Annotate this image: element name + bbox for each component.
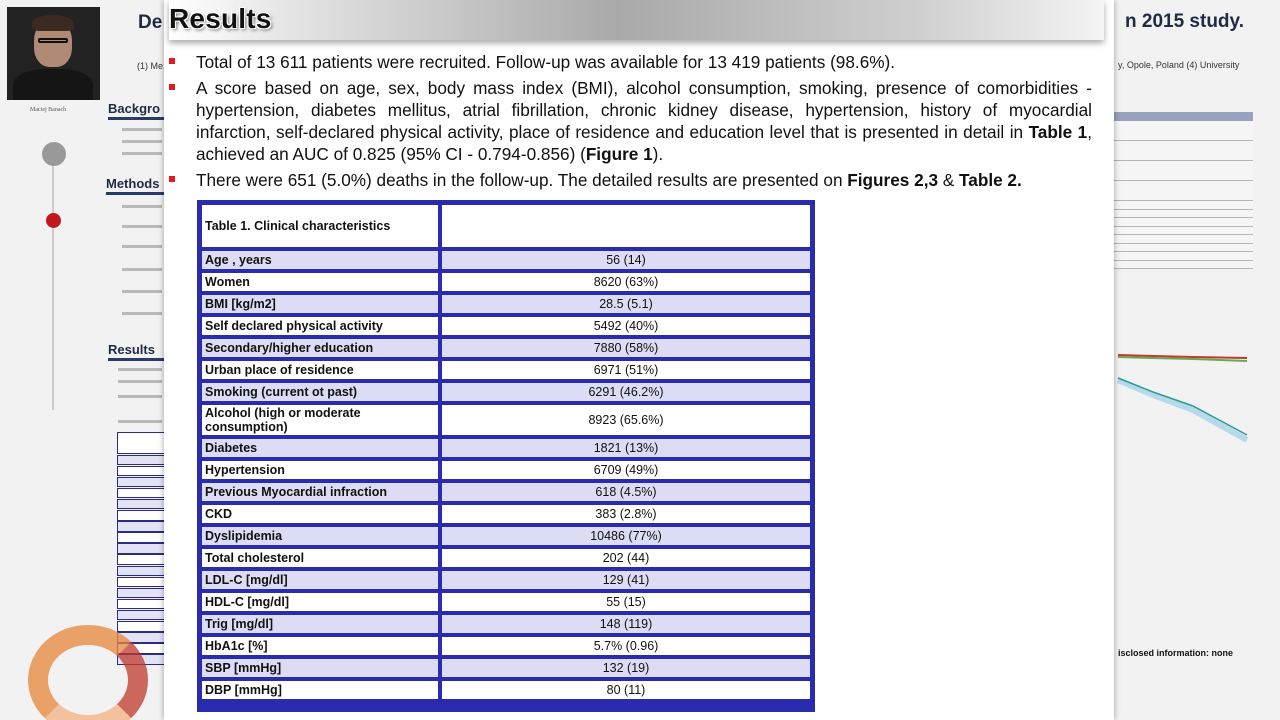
poster-section-results: Results — [108, 342, 155, 357]
timeline-node-active — [46, 213, 61, 228]
row-label: Alcohol (high or moderate consumption) — [200, 403, 440, 437]
poster-text-line — [122, 290, 162, 293]
row-label: Previous Myocardial infraction — [200, 481, 440, 503]
bullet-marker-icon — [169, 84, 175, 90]
bullet-text: There were 651 (5.0%) deaths in the follow-up. The detailed results are presented on — [196, 170, 848, 190]
bullet-item — [169, 51, 1092, 73]
survival-band — [1118, 380, 1247, 440]
table-row — [200, 657, 812, 679]
row-value: 55 (15) — [440, 591, 812, 613]
poster-text-line — [118, 420, 162, 423]
timeline-node — [42, 142, 66, 166]
table-row — [200, 635, 812, 657]
poster-affiliation-left: (1) Me — [137, 61, 164, 71]
row-value: 383 (2.8%) — [440, 503, 812, 525]
table-row — [200, 315, 812, 337]
poster-survival-chart — [1113, 340, 1253, 480]
bullet-marker-icon — [169, 176, 175, 182]
slide-title: Results — [169, 3, 272, 34]
poster-disclosure: isclosed information: none — [1118, 648, 1234, 658]
row-label: DBP [mmHg] — [200, 679, 440, 701]
row-value: 1821 (13%) — [440, 437, 812, 459]
poster-section-background: Backgro — [108, 101, 161, 116]
table-row — [200, 613, 812, 635]
poster-title-left: De — [138, 12, 163, 33]
bullet-list — [169, 51, 1092, 191]
bullet-text: , achieved an AUC of 0.825 (95% CI - 0.794-0.856) ( — [196, 122, 1092, 164]
bullet-text-bold: Table 2. — [959, 170, 1022, 190]
row-label: Total cholesterol — [200, 547, 440, 569]
row-label: Diabetes — [200, 437, 440, 459]
poster-text-line — [118, 380, 162, 383]
row-label: Hypertension — [200, 459, 440, 481]
row-value: 10486 (77%) — [440, 525, 812, 547]
poster-text-line — [122, 140, 162, 143]
table-row — [200, 271, 812, 293]
bullet-item — [169, 169, 1092, 191]
table-header-value — [440, 203, 812, 249]
bullet-text: A score based on age, sex, body mass index (BMI), alcohol consumption, smoking, presence of comorbidities - hypertension, diabetes mellitus, atrial fibrillation, chronic kidney disease, hypertension, history of myocardial infarction, self-declared physical activity, place of residence and education level that is presented in detail in — [196, 78, 1092, 142]
table-row — [200, 249, 812, 271]
row-value: 202 (44) — [440, 547, 812, 569]
row-value: 8620 (63%) — [440, 271, 812, 293]
row-label: HDL-C [mg/dl] — [200, 591, 440, 613]
poster-text-line — [122, 268, 162, 271]
table-row — [200, 503, 812, 525]
row-value: 148 (119) — [440, 613, 812, 635]
row-value: 80 (11) — [440, 679, 812, 701]
poster-section-methods: Methods — [106, 176, 160, 191]
row-value: 618 (4.5%) — [440, 481, 812, 503]
table-row — [200, 437, 812, 459]
slide-header-bar — [169, 0, 1104, 40]
row-label: SBP [mmHg] — [200, 657, 440, 679]
bullet-text-bold: Figure 1 — [585, 144, 653, 164]
poster-text-line — [122, 225, 162, 228]
bullet-item — [169, 77, 1092, 165]
table-body — [200, 249, 812, 701]
row-value: 6709 (49%) — [440, 459, 812, 481]
row-value: 6291 (46.2%) — [440, 381, 812, 403]
row-value: 129 (41) — [440, 569, 812, 591]
row-label: BMI [kg/m2] — [200, 293, 440, 315]
row-value: 28.5 (5.1) — [440, 293, 812, 315]
poster-text-line — [122, 205, 162, 208]
bullet-text-bold: Table 1 — [1028, 122, 1088, 142]
row-label: LDL-C [mg/dl] — [200, 569, 440, 591]
row-value: 56 (14) — [440, 249, 812, 271]
poster-affiliation-right: y, Opole, Poland (4) University — [1118, 60, 1240, 70]
row-label: Secondary/higher education — [200, 337, 440, 359]
table-row — [200, 525, 812, 547]
bullet-text: Total of 13 611 patients were recruited. Follow-up was available for 13 419 patients (98.6%). — [196, 52, 896, 72]
bullet-text: & — [938, 170, 960, 190]
table-row — [200, 337, 812, 359]
row-value: 5492 (40%) — [440, 315, 812, 337]
row-label: HbA1c [%] — [200, 635, 440, 657]
table-title: Table 1. Clinical characteristics — [200, 203, 440, 249]
results-slide — [164, 0, 1114, 720]
poster-score-table — [1113, 112, 1253, 269]
row-value: 132 (19) — [440, 657, 812, 679]
timeline-line — [52, 150, 54, 410]
clinical-characteristics-table — [197, 200, 815, 712]
author-photo — [7, 7, 100, 100]
row-label: Smoking (current ot past) — [200, 381, 440, 403]
row-label: Age , years — [200, 249, 440, 271]
poster-text-line — [118, 395, 162, 398]
poster-text-line — [118, 368, 162, 371]
poster-text-line — [122, 128, 162, 131]
row-label: Self declared physical activity — [200, 315, 440, 337]
table-row — [200, 569, 812, 591]
row-value: 8923 (65.6%) — [440, 403, 812, 437]
row-label: Dyslipidemia — [200, 525, 440, 547]
table-row — [200, 293, 812, 315]
row-label: Women — [200, 271, 440, 293]
row-label: Trig [mg/dl] — [200, 613, 440, 635]
poster-title-right: n 2015 study. — [1125, 11, 1244, 32]
row-value: 5.7% (0.96) — [440, 635, 812, 657]
table-row — [200, 679, 812, 701]
bullet-marker-icon — [169, 58, 175, 64]
table-row — [200, 403, 812, 437]
bullet-text: ). — [652, 144, 664, 164]
row-value: 6971 (51%) — [440, 359, 812, 381]
table-header-row — [200, 203, 812, 249]
table-row — [200, 481, 812, 503]
poster-text-line — [122, 312, 162, 315]
table-row — [200, 359, 812, 381]
row-value: 7880 (58%) — [440, 337, 812, 359]
poster-text-line — [122, 152, 162, 155]
table-row — [200, 459, 812, 481]
row-label: Urban place of residence — [200, 359, 440, 381]
table-row — [200, 591, 812, 613]
author-name: Maciej Banach — [30, 107, 67, 113]
row-label: CKD — [200, 503, 440, 525]
table-row — [200, 381, 812, 403]
bullet-text-bold: Figures 2,3 — [847, 170, 939, 190]
poster-mini-table — [117, 432, 165, 665]
poster-text-line — [122, 245, 162, 248]
table-row — [200, 547, 812, 569]
